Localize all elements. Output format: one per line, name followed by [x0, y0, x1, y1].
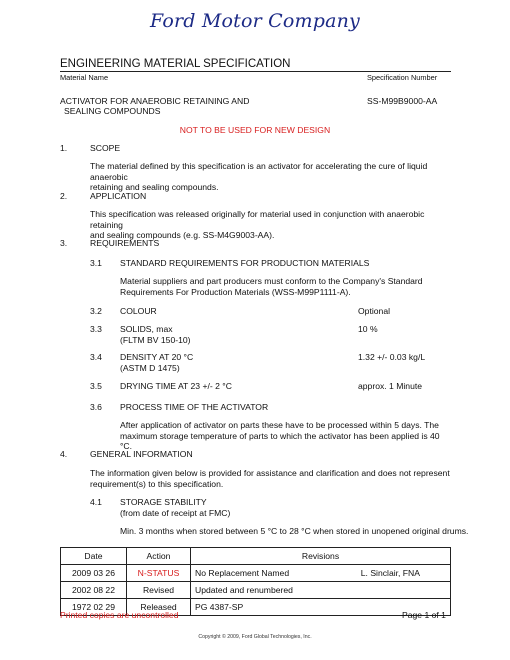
section-2-text: [90, 209, 451, 241]
section-2-line1: This specification was released originally for material used in conjunction with anaerobic retaining: [90, 209, 425, 230]
section-3-2-number: 3.2: [90, 306, 102, 316]
section-3-number: 3.: [60, 238, 68, 248]
section-3-2-value: Optional: [358, 306, 391, 316]
material-name-line2: SEALING COMPOUNDS: [64, 106, 161, 116]
section-3-1-text: [120, 276, 451, 297]
section-2-number: 2.: [60, 191, 68, 201]
page-number: Page 1 of 1: [402, 610, 446, 620]
section-3-1-number: 3.1: [90, 258, 102, 268]
section-1-text: [90, 161, 451, 193]
material-name-label: Material Name: [60, 73, 109, 82]
copyright-notice: Copyright © 2009, Ford Global Technologies, Inc.: [198, 634, 312, 640]
section-2-line2: and sealing compounds (e.g. SS-M4G9003-AA).: [90, 230, 275, 240]
section-4-1-title: STORAGE STABILITY: [120, 497, 207, 507]
section-3-4-number: 3.4: [90, 352, 102, 362]
section-3-5-number: 3.5: [90, 381, 102, 391]
material-name: [60, 96, 249, 116]
revision-table-header: [61, 548, 451, 565]
section-3-3-label: SOLIDS, max: [120, 324, 173, 334]
spec-number-label: Specification Number: [367, 73, 438, 82]
revision-action: Revised: [127, 582, 191, 599]
section-1-number: 1.: [60, 143, 68, 153]
section-1-title: SCOPE: [90, 143, 121, 153]
revision-author: L. Sinclair, FNA: [360, 568, 420, 578]
revision-description: Updated and renumbered: [191, 582, 451, 599]
not-for-new-design-notice: NOT TO BE USED FOR NEW DESIGN: [179, 125, 331, 135]
material-name-line1: ACTIVATOR FOR ANAEROBIC RETAINING AND: [60, 96, 250, 106]
table-row: [61, 582, 451, 599]
section-3-6-number: 3.6: [90, 402, 102, 412]
section-2-title: APPLICATION: [90, 191, 147, 201]
section-3-6-line1: After application of activator on parts these have to be processed within 5 days. The: [120, 420, 439, 430]
revisions-column-header: Revisions: [191, 548, 451, 565]
document-title: ENGINEERING MATERIAL SPECIFICATION: [60, 58, 291, 70]
section-3-6-line2: maximum storage temperature of parts to which the activator has been applied is 40 °C.: [120, 430, 440, 451]
section-3-6-text: [120, 420, 451, 452]
section-3-2-label: COLOUR: [120, 306, 157, 316]
revision-action: N-STATUS: [127, 565, 191, 582]
section-4-1-text: Min. 3 months when stored between 5 °C to 28 °C when stored in unopened original drums.: [120, 526, 469, 536]
section-3-6-title: PROCESS TIME OF THE ACTIVATOR: [120, 402, 269, 412]
revision-description-cell: [191, 565, 451, 582]
section-4-text: [90, 468, 451, 489]
ford-logo: Ford Motor Company: [149, 10, 360, 32]
revision-action: Released: [127, 599, 191, 616]
section-3-1-title: STANDARD REQUIREMENTS FOR PRODUCTION MATERIALS: [120, 258, 370, 268]
revision-date: 2009 03 26: [61, 565, 127, 582]
revision-description: PG 4387-SP: [191, 599, 451, 616]
section-3-5-label: DRYING TIME AT 23 +/- 2 °C: [120, 381, 232, 391]
header-rule: [60, 71, 451, 72]
section-4-line1: The information given below is provided for assistance and clarification and does not represent: [90, 468, 450, 478]
section-4-number: 4.: [60, 449, 68, 459]
section-3-4-method: (ASTM D 1475): [120, 362, 180, 373]
revision-date: 1972 02 29: [61, 599, 127, 616]
revision-date: 2002 08 22: [61, 582, 127, 599]
section-1-line1: The material defined by this specification is an activator for accelerating the cure of liquid anaerobic: [90, 161, 428, 182]
section-3-4-value: 1.32 +/- 0.03 kg/L: [358, 352, 426, 362]
action-column-header: Action: [127, 548, 191, 565]
section-3-1-line2: Requirements For Production Materials (WSS-M99P1111-A).: [120, 286, 351, 297]
section-4-1-number: 4.1: [90, 497, 102, 507]
section-3-3-value: 10 %: [358, 324, 378, 334]
section-3-3-label-block: [120, 324, 191, 345]
spec-number: SS-M99B9000-AA: [367, 96, 438, 106]
section-3-3-method: (FLTM BV 150-10): [120, 334, 191, 345]
section-3-3-number: 3.3: [90, 324, 102, 334]
section-4-line2: requirement(s) to this specification.: [90, 478, 224, 489]
section-3-1-line1: Material suppliers and part producers must conform to the Company's Standard: [120, 276, 423, 286]
section-4-1-subtitle: (from date of receipt at FMC): [120, 507, 231, 518]
section-3-title: REQUIREMENTS: [90, 238, 160, 248]
section-4-title: GENERAL INFORMATION: [90, 449, 193, 459]
section-3-4-label: DENSITY AT 20 °C: [120, 352, 194, 362]
table-row: [61, 565, 451, 582]
section-1-line2: retaining and sealing compounds.: [90, 182, 219, 192]
uncontrolled-copy-note: Printed copies are uncontrolled: [60, 610, 179, 620]
date-column-header: Date: [61, 548, 127, 565]
revision-table: [60, 547, 451, 616]
section-3-5-value: approx. 1 Minute: [358, 381, 423, 391]
revision-description: No Replacement Named: [195, 568, 290, 578]
section-4-1-title-block: [120, 497, 230, 518]
section-3-4-label-block: [120, 352, 193, 373]
